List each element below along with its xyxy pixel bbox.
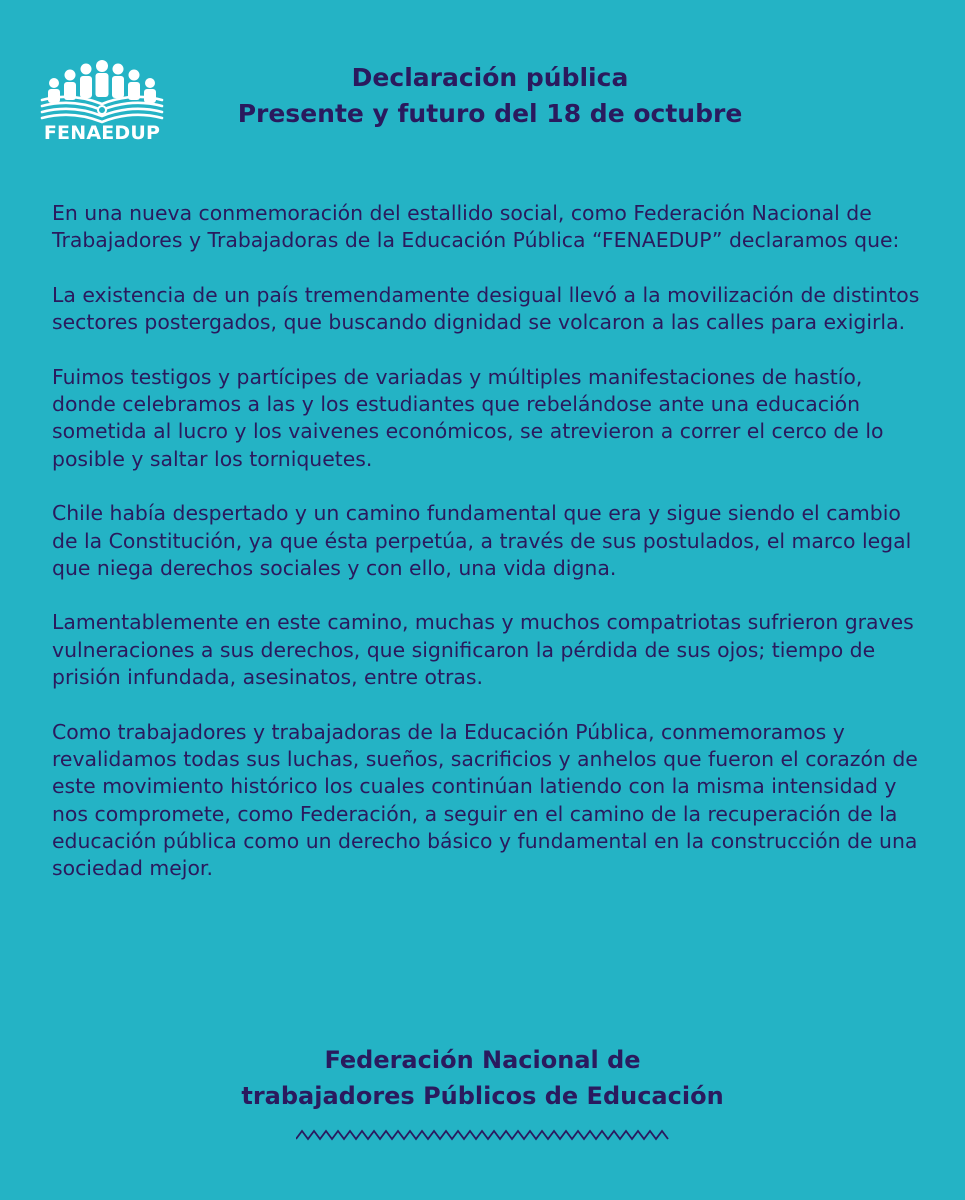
header-title: Declaración pública: [351, 63, 629, 92]
signature-line-1: Federación Nacional de: [324, 1046, 641, 1074]
header-subtitle: Presente y futuro del 18 de octubre: [237, 99, 743, 128]
zigzag-divider: [296, 1128, 670, 1142]
signature-block: [150, 1042, 815, 1114]
signature-line-2: trabajadores Públicos de Educación: [241, 1082, 724, 1110]
paragraph-constitution: Chile había despertado y un camino fundamental que era y sigue siendo el cambio de la Constitución, ya que ésta perpetúa, a través de sus postulados, el marco legal que niega derechos sociales y con ello, una vida digna.: [52, 501, 912, 580]
fenaedup-logo: [36, 58, 168, 148]
page-header: [180, 60, 800, 132]
people-book-icon: [36, 58, 168, 124]
paragraph-commitment: Como trabajadores y trabajadoras de la Educación Pública, conmemoramos y revalidamos todas sus luchas, sueños, sacrificios y anhelos que fueron el corazón de este movimiento histórico los cuales continúan latiendo con la misma intensidad y nos compromete, como Federación, a seguir en el camino de la recuperación de la educación pública como un derecho básico y fundamental en la construcción de una sociedad mejor.: [52, 719, 918, 881]
paragraph-inequality: La existencia de un país tremendamente desigual llevó a la movilización de distintos sectores postergados, que buscando dignidad se volcaron a las calles para exigirla.: [52, 282, 920, 335]
paragraph-intro: En una nueva conmemoración del estallido social, como Federación Nacional de Trabajadores y Trabajadoras de la Educación Pública “FENAEDUP” declaramos que:: [52, 201, 900, 253]
paragraph-rights-violations: Lamentablemente en este camino, muchas y muchos compatriotas sufrieron graves vulneraciones a sus derechos, que significaron la pérdida de sus ojos; tiempo de prisión infundada, asesinatos, entre otras.: [52, 610, 914, 690]
logo-wordmark: FENAEDUP: [43, 122, 161, 144]
declaration-body: [52, 200, 922, 910]
paragraph-witnesses: Fuimos testigos y partícipes de variadas y múltiples manifestaciones de hastío, donde celebramos a las y los estudiantes que rebelándose ante una educación sometida al lucro y los vaivenes económicos, se atrevieron a correr el cerco de lo posible y saltar los torniquetes.: [52, 364, 884, 471]
